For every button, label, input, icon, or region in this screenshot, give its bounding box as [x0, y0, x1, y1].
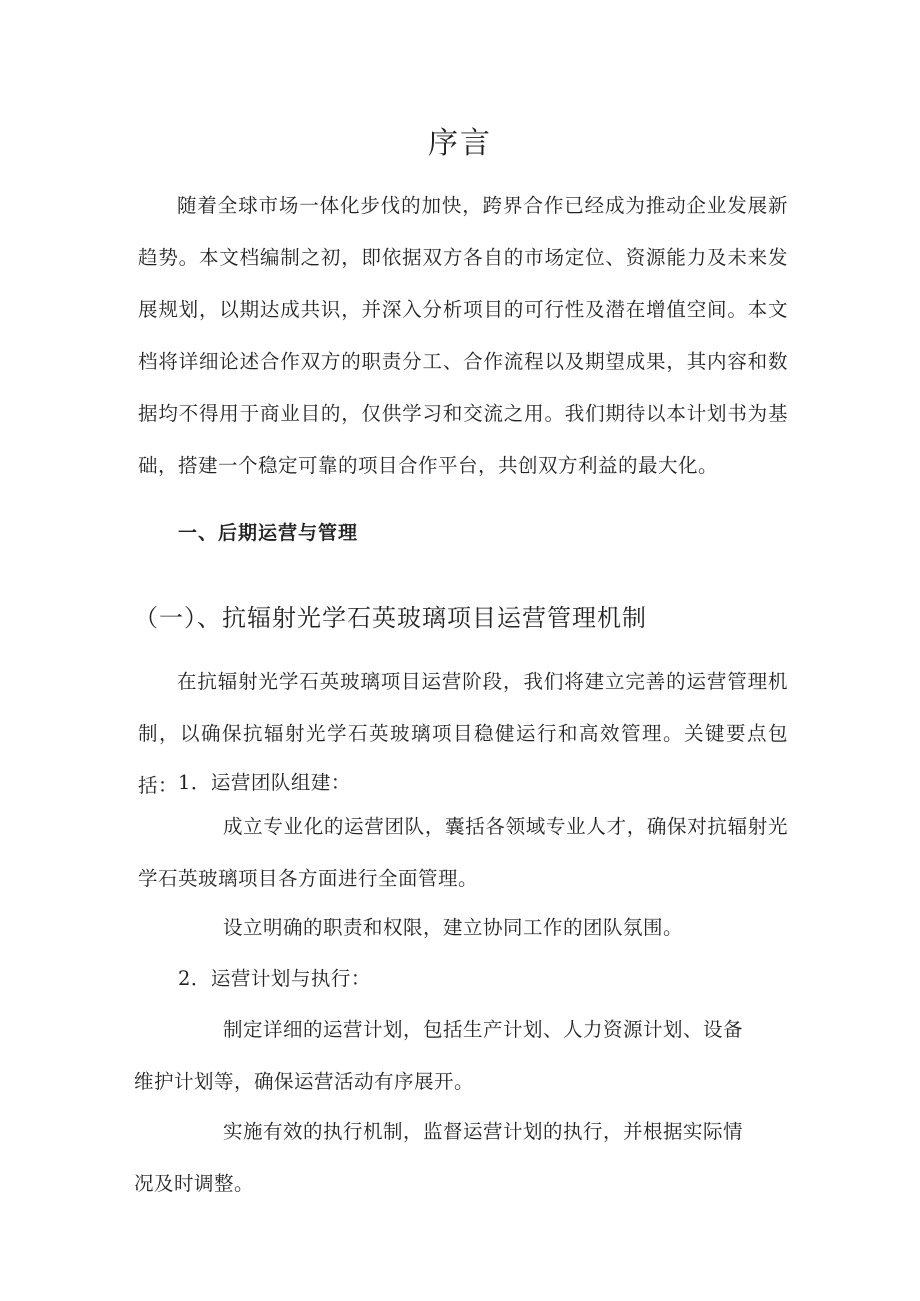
item-paragraph-plan-1-line2: 维护计划等，确保运营活动有序展开。	[134, 1070, 475, 1093]
section-heading: 一、后期运营与管理	[178, 522, 359, 544]
item-heading-team: 1．运营团队组建：	[178, 771, 351, 794]
item-heading-plan: 2．运营计划与执行：	[178, 967, 371, 990]
subsection-heading: （一）、抗辐射光学石英玻璃项目运营管理机制	[134, 604, 647, 632]
item-paragraph-plan-1-line1: 制定详细的运营计划，包括生产计划、人力资源计划、设备	[223, 1018, 744, 1041]
item-paragraph-plan-2-line2: 况及时调整。	[134, 1172, 255, 1195]
item-paragraph-team-1: 成立专业化的运营团队，囊括各领域专业人才，确保对抗辐射光学石英玻璃项目各方面进行全面管理。	[138, 815, 788, 890]
item-paragraph-plan-2-line1: 实施有效的执行机制，监督运营计划的执行，并根据实际情	[223, 1120, 744, 1143]
page-title: 序言	[428, 126, 492, 161]
item-paragraph-team-2: 设立明确的职责和权限，建立协同工作的团队氛围。	[223, 916, 684, 939]
preface-paragraph: 随着全球市场一体化步伐的加快，跨界合作已经成为推动企业发展新趋势。本文档编制之初，即依据双方各自的市场定位、资源能力及未来发展规划，以期达成共识，并深入分析项目的可行性及潜在增值空间。本文档将详细论述合作双方的职责分工、合作流程以及期望成果，其内容和数据均不得用于商业目的，仅供学习和交流之用。我们期待以本计划书为基础，搭建一个稳定可靠的项目合作平台，共创双方利益的最大化。	[138, 194, 788, 477]
subsection-intro-paragraph: 在抗辐射光学石英玻璃项目运营阶段，我们将建立完善的运营管理机制，以确保抗辐射光学石英玻璃项目稳健运行和高效管理。关键要点包括：	[138, 670, 788, 797]
